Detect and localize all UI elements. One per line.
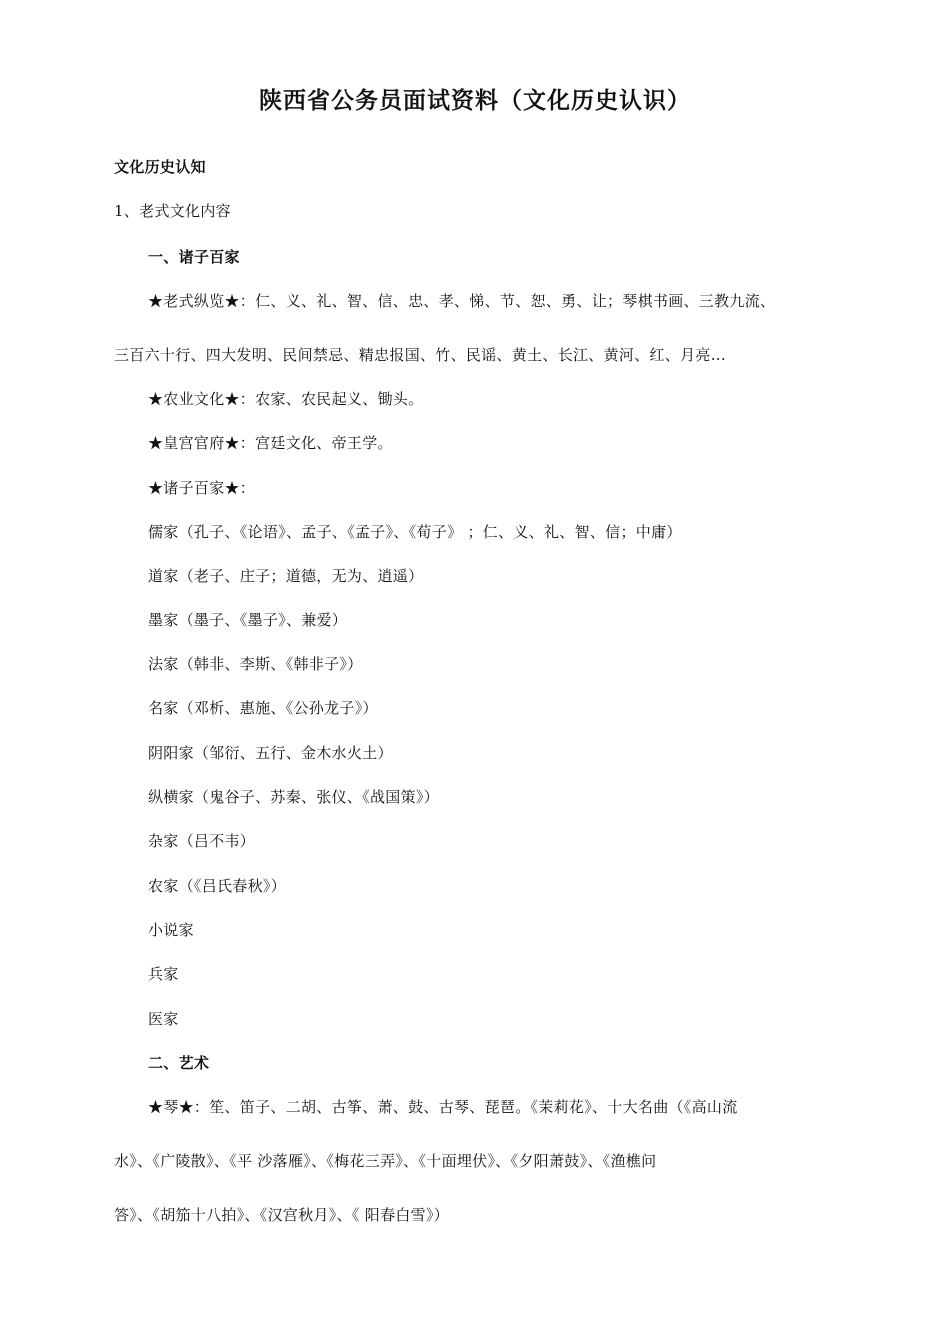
overview-line-2: 三百六十行、四大发明、民间禁忌、精忠报国、竹、民谣、黄土、长江、黄河、红、月亮...	[114, 346, 726, 364]
qin-line-3: 答》、《胡笳十八拍》、《汉宫秋月》、《 阳春白雪》）	[114, 1206, 450, 1224]
school-item: 纵横家（鬼谷子、苏秦、张仪、《战国策》）	[148, 788, 440, 806]
school-item: 医家	[148, 1010, 179, 1028]
document-title: 陕西省公务员面试资料（文化历史认识）	[259, 88, 691, 114]
school-item: 道家（老子、庄子；道德，无为、逍遥）	[148, 567, 424, 585]
qin-line-1: ★琴★：笙、笛子、二胡、古筝、萧、鼓、古琴、琵琶。《茉莉花》、十大名曲（《高山流	[148, 1098, 738, 1116]
overview-line-1: ★老式纵览★：仁、义、礼、智、信、忠、孝、悌、节、恕、勇、让；琴棋书画、三教九流、	[148, 292, 776, 310]
schools-heading: ★诸子百家★：	[148, 479, 256, 497]
school-item: 杂家（吕不韦）	[148, 832, 256, 850]
school-item: 农家（《吕氏春秋》）	[148, 877, 287, 895]
part-1-heading: 一、诸子百家	[148, 248, 240, 266]
school-item: 墨家（墨子、《墨子》、兼爱）	[148, 611, 348, 629]
qin-line-2: 水》、《广陵散》、《平 沙落雁》、《梅花三弄》、《十面埋伏》、《夕阳萧鼓》、《渔樵问	[114, 1152, 657, 1170]
school-item: 小说家	[148, 921, 194, 939]
school-item: 儒家（孔子、《论语》、孟子、《孟子》、《荀子》 ；仁、义、礼、智、信；中庸）	[148, 523, 682, 541]
school-item: 阴阳家（邹衍、五行、金木水火土）	[148, 744, 393, 762]
school-item: 名家（邓析、惠施、《公孙龙子》）	[148, 699, 378, 717]
school-item: 法家（韩非、李斯、《韩非子》）	[148, 655, 363, 673]
palace-culture: ★皇宫官府★：宫廷文化、帝王学。	[148, 434, 393, 452]
school-item: 兵家	[148, 965, 179, 983]
part-2-heading: 二、艺术	[148, 1054, 210, 1072]
section-heading: 文化历史认知	[114, 158, 206, 176]
item-1-heading: 1、老式文化内容	[114, 202, 231, 220]
agriculture-culture: ★农业文化★：农家、农民起义、锄头。	[148, 390, 424, 408]
